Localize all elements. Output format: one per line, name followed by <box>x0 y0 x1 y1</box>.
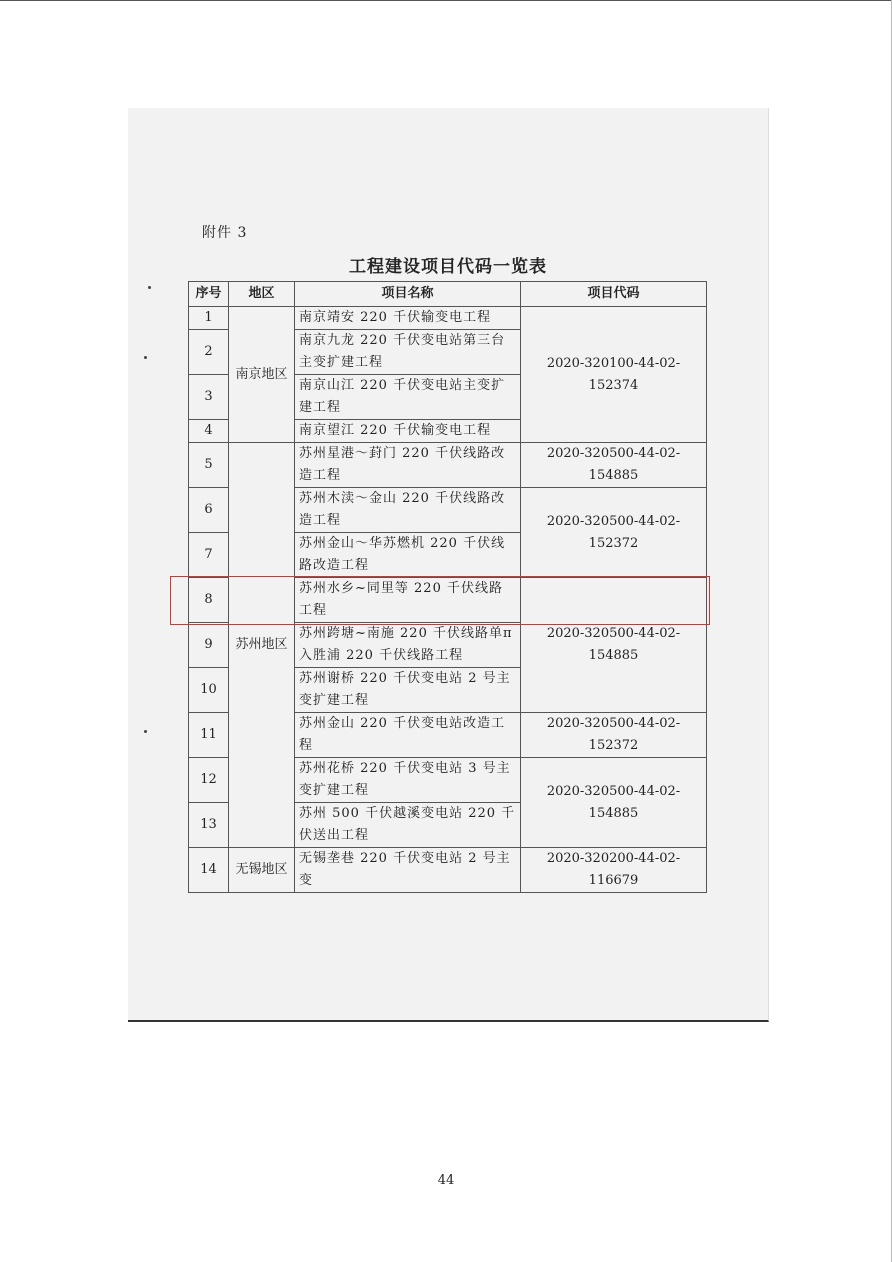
attachment-label: 附件 3 <box>202 225 248 241</box>
scan-speck <box>148 286 151 289</box>
seq-cell: 13 <box>189 803 229 848</box>
project-code-cell: 2020-320100-44-02-152374 <box>521 307 707 443</box>
project-code-cell: 2020-320500-44-02-154885 <box>521 443 707 488</box>
scan-speck <box>144 356 147 359</box>
project-name-cell: 苏州金山 220 千伏变电站改造工程 <box>295 713 521 758</box>
header-project-code: 项目代码 <box>521 282 707 307</box>
table-header-row <box>189 282 707 307</box>
project-code-cell: 2020-320500-44-02-154885 <box>521 758 707 848</box>
row-8-highlight-box <box>170 576 710 625</box>
region-cell-suzhou: 苏州地区 <box>229 443 295 848</box>
project-name-cell: 无锡垄巷 220 千伏变电站 2 号主变 <box>295 848 521 893</box>
seq-cell: 12 <box>189 758 229 803</box>
seq-cell: 4 <box>189 420 229 443</box>
page-number: 44 <box>437 1173 455 1188</box>
seq-cell: 3 <box>189 375 229 420</box>
project-name-cell: 苏州木渎～金山 220 千伏线路改造工程 <box>295 488 521 533</box>
project-name-cell: 苏州花桥 220 千伏变电站 3 号主变扩建工程 <box>295 758 521 803</box>
seq-cell: 9 <box>189 623 229 668</box>
project-code-cell: 2020-320500-44-02-152372 <box>521 488 707 578</box>
document-title: 工程建设项目代码一览表 <box>349 257 547 277</box>
project-name-cell: 苏州谢桥 220 千伏变电站 2 号主变扩建工程 <box>295 668 521 713</box>
project-name-cell: 苏州跨塘~南施 220 千伏线路单π入胜浦 220 千伏线路工程 <box>295 623 521 668</box>
table-row <box>189 848 707 893</box>
project-name-cell: 苏州星港～葑门 220 千伏线路改造工程 <box>295 443 521 488</box>
project-name-cell: 南京九龙 220 千伏变电站第三台主变扩建工程 <box>295 330 521 375</box>
seq-cell: 2 <box>189 330 229 375</box>
project-name-cell: 苏州金山～华苏燃机 220 千伏线路改造工程 <box>295 533 521 578</box>
header-seq: 序号 <box>189 282 229 307</box>
seq-cell: 8 <box>189 578 229 623</box>
project-name-cell: 南京靖安 220 千伏输变电工程 <box>295 307 521 330</box>
header-region: 地区 <box>229 282 295 307</box>
project-code-cell: 2020-320500-44-02-152372 <box>521 713 707 758</box>
table-row <box>189 443 707 488</box>
seq-cell: 7 <box>189 533 229 578</box>
table-row <box>189 307 707 330</box>
seq-cell: 11 <box>189 713 229 758</box>
seq-cell: 5 <box>189 443 229 488</box>
project-name-cell: 苏州 500 千伏越溪变电站 220 千伏送出工程 <box>295 803 521 848</box>
project-name-cell: 南京山江 220 千伏变电站主变扩建工程 <box>295 375 521 420</box>
scan-speck <box>144 730 147 733</box>
project-code-cell: 2020-320500-44-02-154885 <box>521 578 707 713</box>
region-cell-wuxi: 无锡地区 <box>229 848 295 893</box>
project-name-cell: 苏州水乡~同里等 220 千伏线路工程 <box>295 578 521 623</box>
seq-cell: 1 <box>189 307 229 330</box>
seq-cell: 14 <box>189 848 229 893</box>
seq-cell: 10 <box>189 668 229 713</box>
header-project-name: 项目名称 <box>295 282 521 307</box>
project-code-cell: 2020-320200-44-02-116679 <box>521 848 707 893</box>
seq-cell: 6 <box>189 488 229 533</box>
top-border <box>0 0 892 1</box>
project-name-cell: 南京望江 220 千伏输变电工程 <box>295 420 521 443</box>
region-cell-nanjing: 南京地区 <box>229 307 295 443</box>
